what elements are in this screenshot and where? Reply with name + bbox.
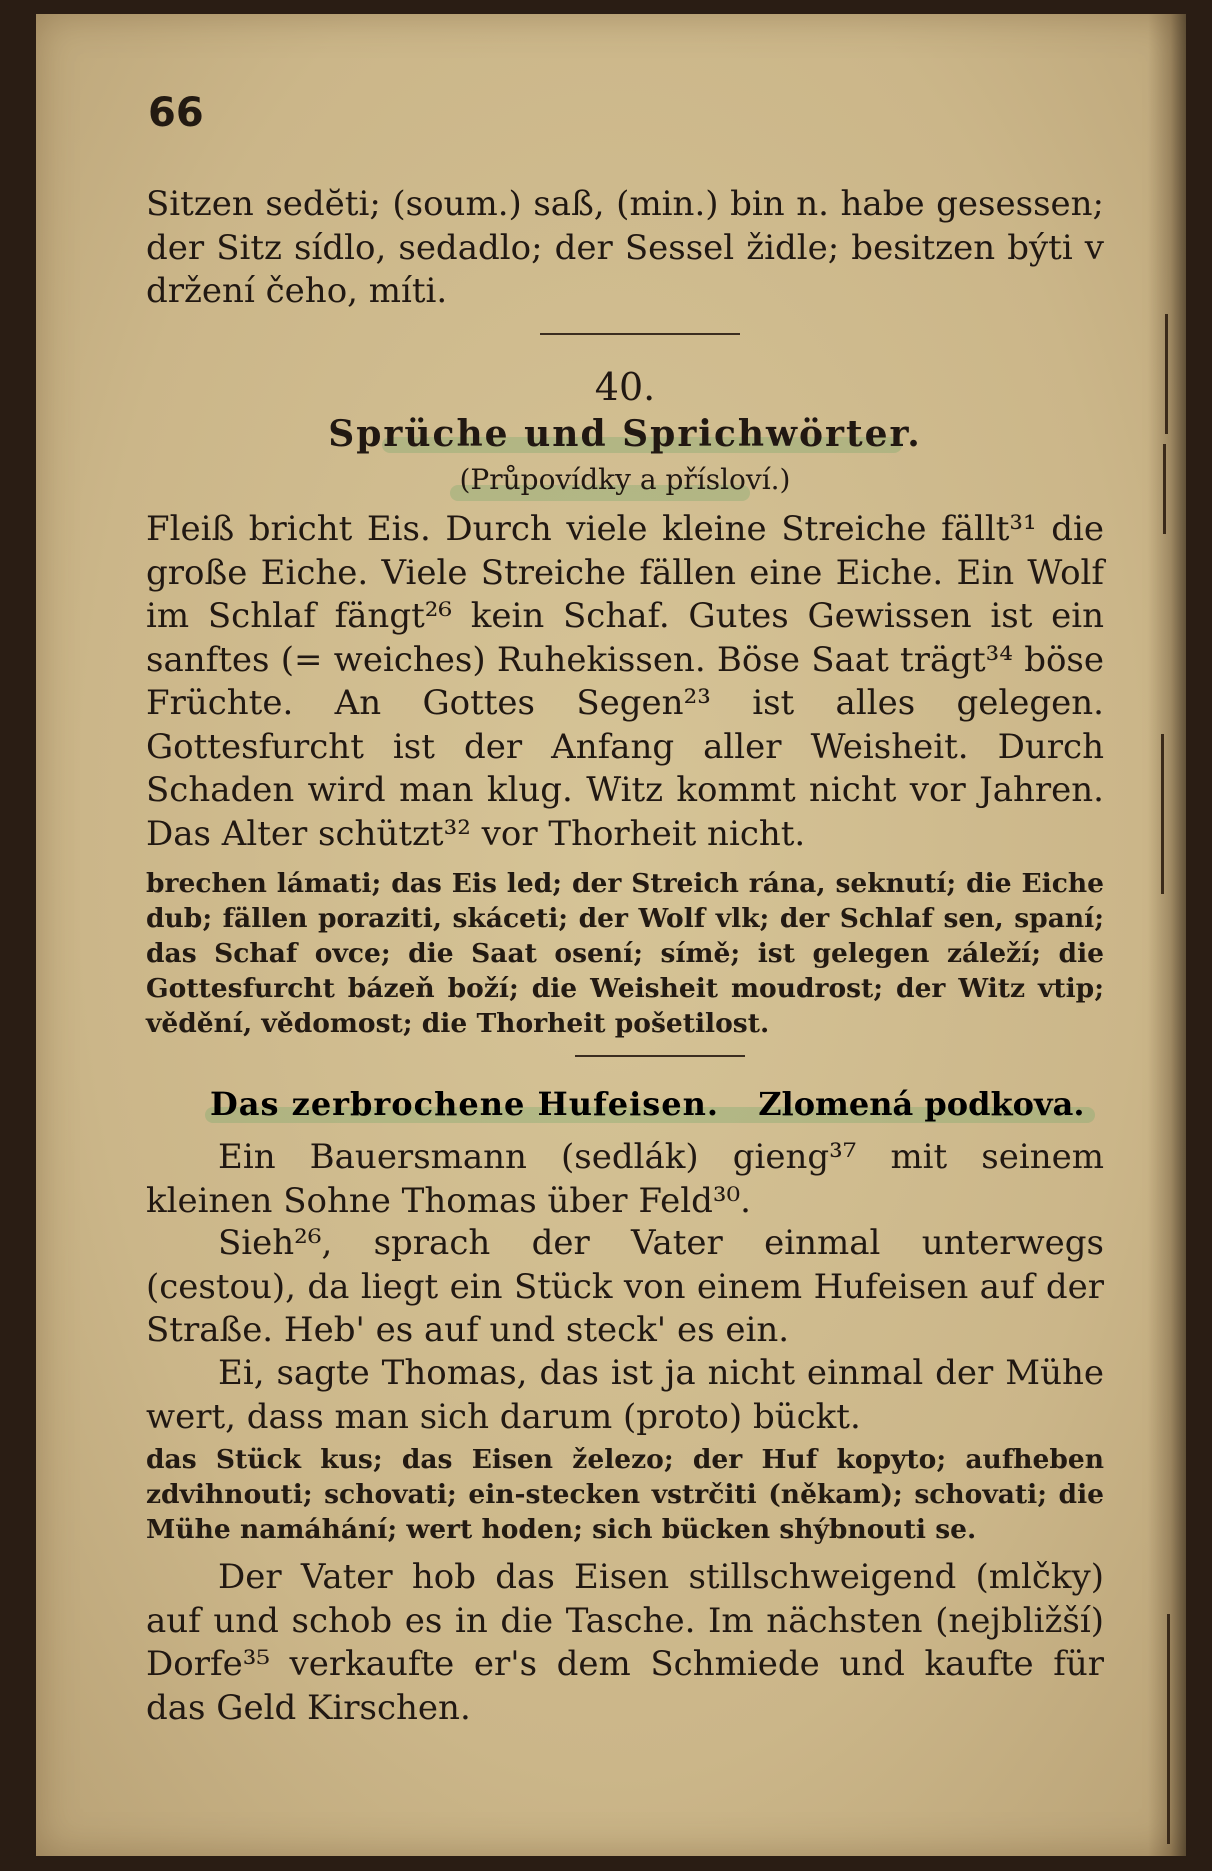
story-title [210, 1085, 1084, 1123]
section-subtitle: (Průpovídky a přísloví.) [459, 463, 791, 496]
story-final-paragraph: Der Vater hob das Eisen stillschweigend (mlčky) auf und schob es in die Tasche. Im nächsten (nejbližší) Dorfe³⁵ verkaufte er's dem Schmiede und kaufte für das Geld Kirschen. [146, 1557, 1104, 1728]
edge-mark [1165, 314, 1168, 434]
section-title: Sprüche und Sprichwörter. [328, 413, 922, 455]
edge-mark [1167, 1614, 1170, 1844]
story-paragraph: Ei, sagte Thomas, das ist ja nicht einmal der Mühe wert, dass man sich darum (proto) bückt. [146, 1353, 1104, 1437]
story-title-german: Das zerbrochene Hufeisen. [210, 1085, 720, 1123]
divider-rule [575, 1055, 745, 1057]
story-paragraph: Sieh²⁶, sprach der Vater einmal unterwegs (cestou), da liegt ein Stück von einem Hufeisen auf der Straße. Heb' es auf und steck' es ein. [146, 1223, 1104, 1350]
edge-mark [1161, 734, 1164, 894]
intro-paragraph: Sitzen sedĕti; (soum.) saß, (min.) bin n. habe gesessen; der Sitz sídlo, sedadlo; der Sessel židle; besitzen býti v držení čeho, míti. [146, 184, 1104, 311]
page-number: 66 [148, 90, 204, 136]
story-paragraph: Ein Bauersmann (sedlák) gieng³⁷ mit seinem kleinen Sohne Thomas über Feld³⁰. [146, 1137, 1104, 1221]
vocabulary-note: brechen lámati; das Eis led; der Streich rána, seknutí; die Eiche dub; fällen poraziti, skáceti; der Wolf vlk; der Schlaf sen, spaní; das Schaf ovce; die Saat osení; símě; ist gelegen záleží; die Gottesfurcht bázeň boží; die Weisheit moudrost; der Witz vtip; vědění, vědomost; die Thorheit pošetilost. [146, 868, 1104, 1039]
vocabulary-note: das Stück kus; das Eisen železo; der Huf kopyto; aufheben zdvihnouti; schovati; ein-stecken vstrčiti (někam); schovati; die Mühe namáhání; wert hoden; sich bücken shýbnouti se. [146, 1444, 1104, 1545]
divider-rule [540, 333, 740, 335]
page-spine-shadow [1148, 14, 1186, 1856]
section-number: 40. [594, 365, 656, 409]
edge-mark [1163, 444, 1166, 534]
story-title-czech: Zlomená podkova. [758, 1085, 1085, 1123]
proverbs-paragraph: Fleiß bricht Eis. Durch viele kleine Streiche fällt³¹ die große Eiche. Viele Streiche fällen eine Eiche. Ein Wolf im Schlaf fängt²⁶ kein Schaf. Gutes Gewissen ist ein sanftes (= weiches) Ruhekissen. Böse Saat trägt³⁴ böse Früchte. An Gottes Segen²³ ist alles gelegen. Gottesfurcht ist der Anfang aller Weisheit. Durch Schaden wird man klug. Witz kommt nicht vor Jahren. Das Alter schützt³² vor Thorheit nicht. [146, 509, 1104, 854]
